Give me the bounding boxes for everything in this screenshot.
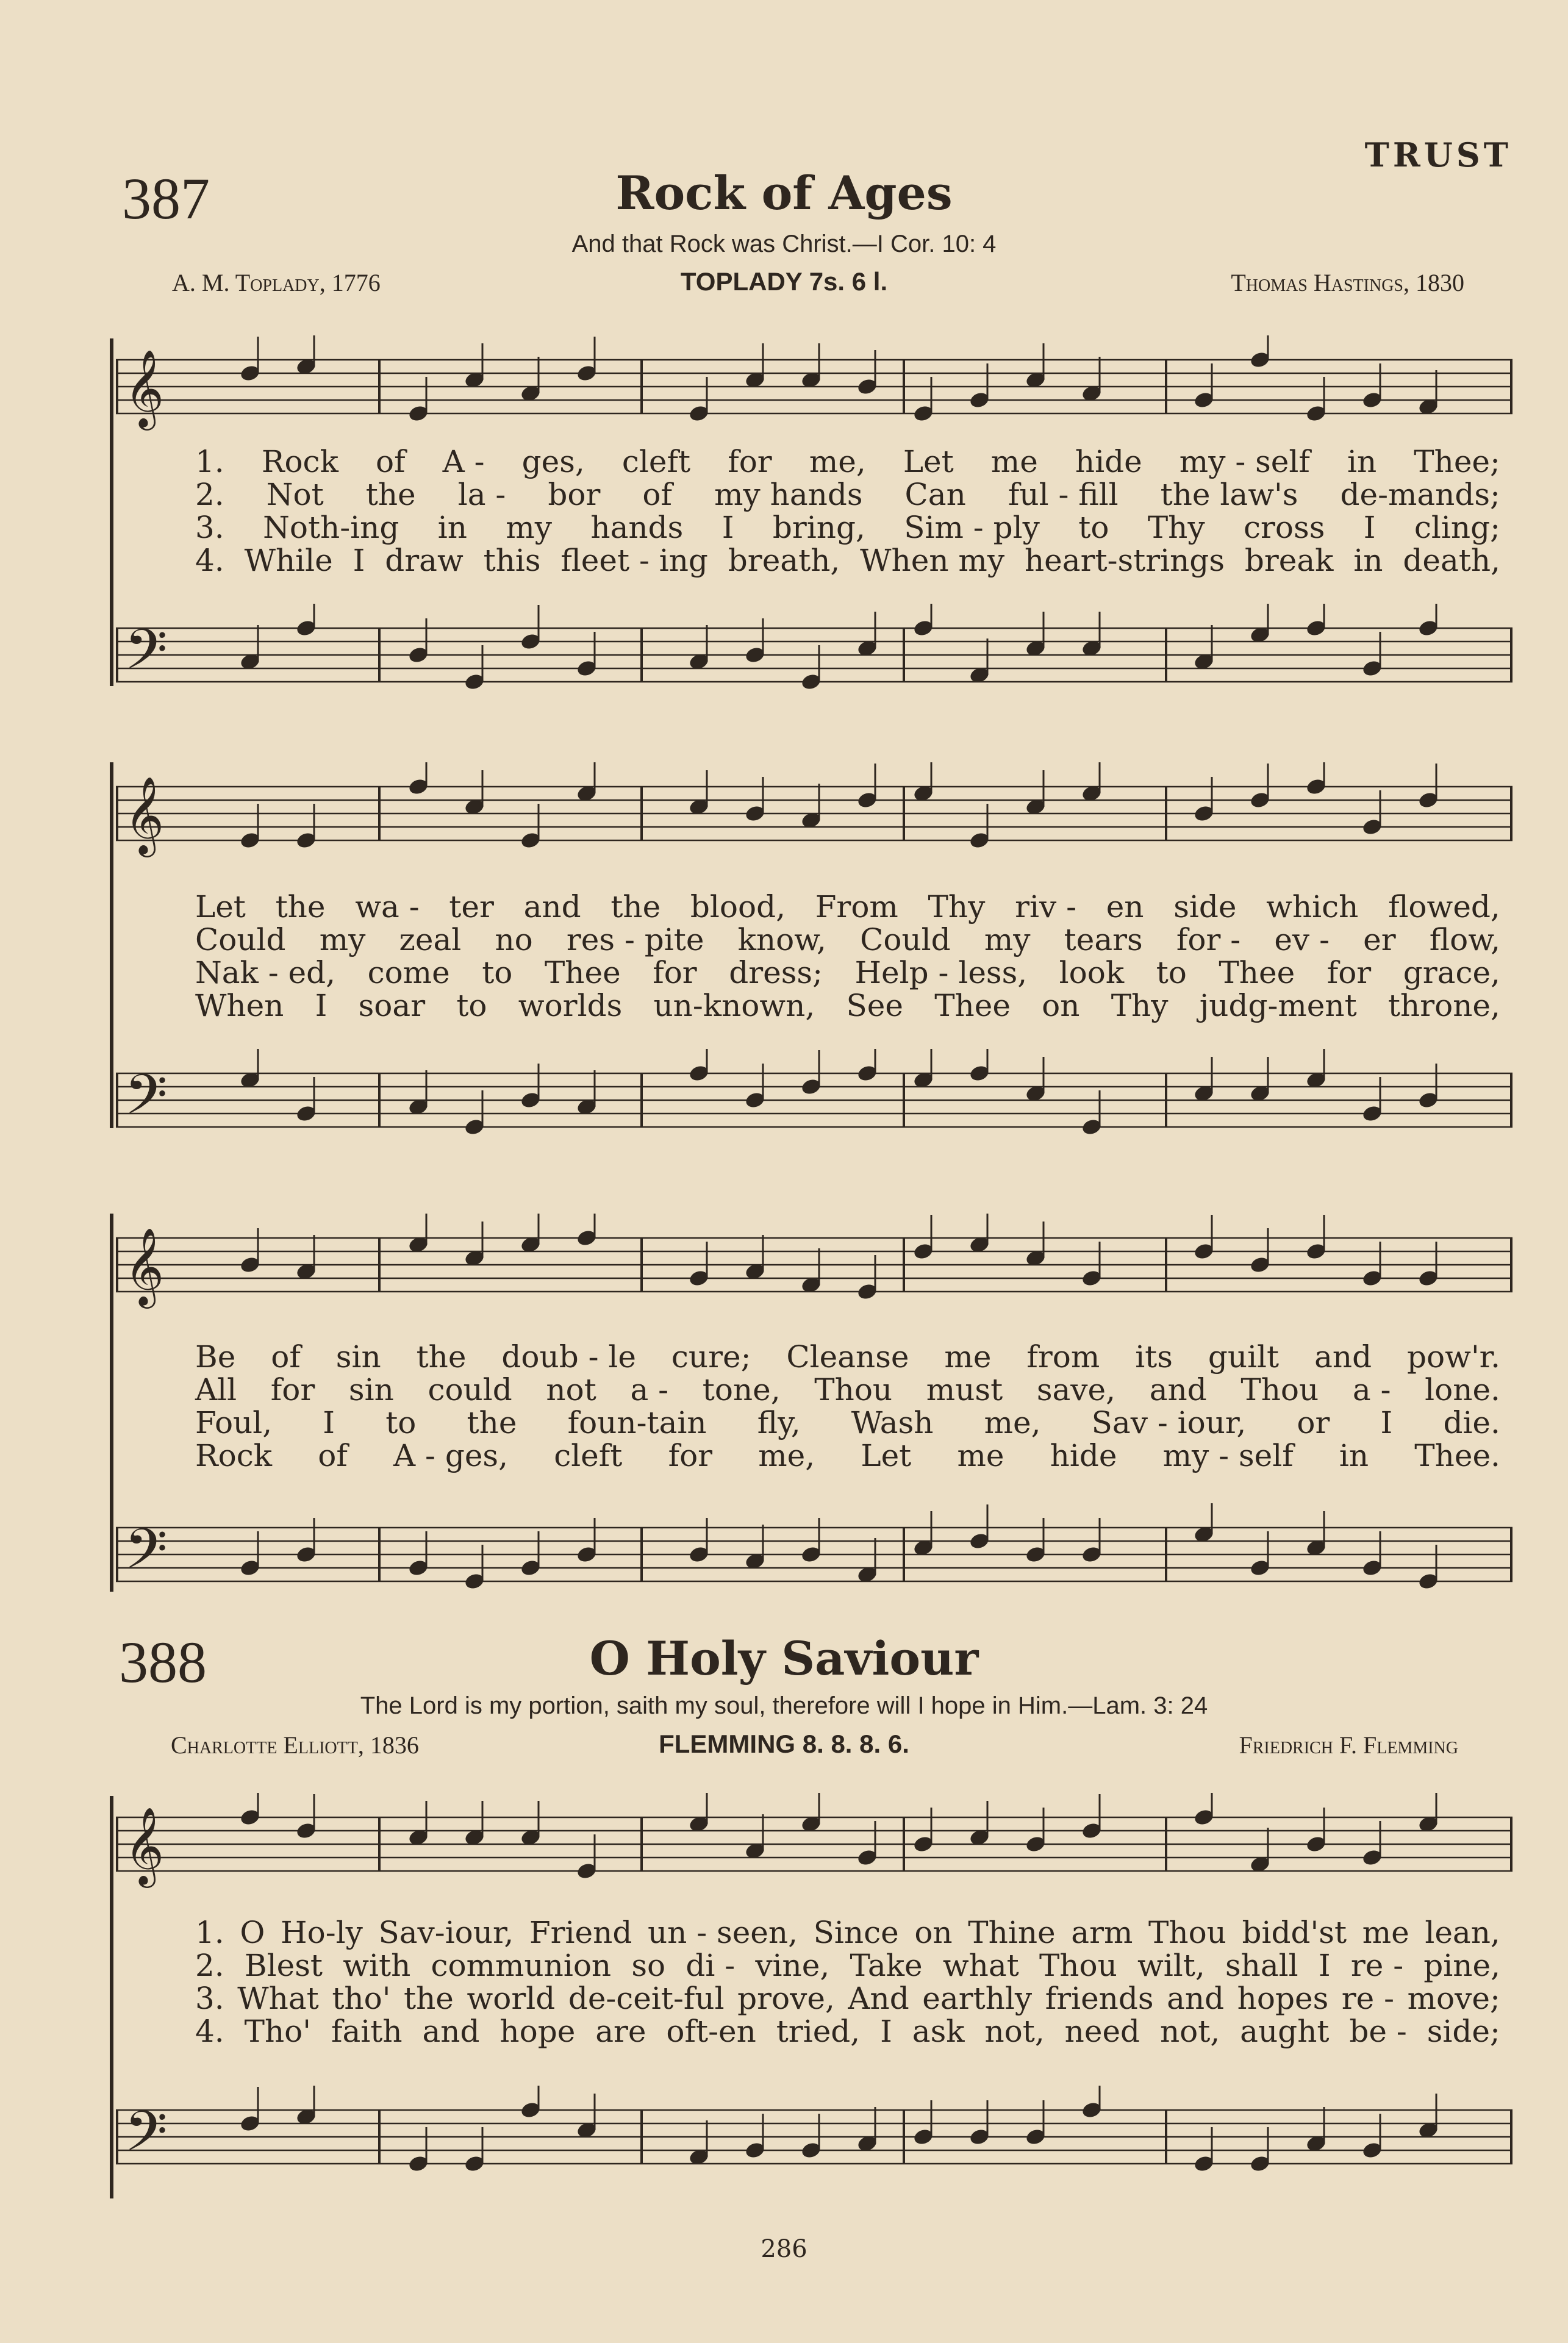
lyric-syllable: blood, [690, 889, 786, 925]
lyric-syllable: from [1026, 1339, 1100, 1375]
lyric-syllable: not, [1159, 2014, 1220, 2049]
lyric-syllable: side; [1427, 2014, 1500, 2049]
hymn-composer: Friedrich F. Flemming [1239, 1731, 1458, 1759]
lyric-syllable: breath, [728, 543, 840, 578]
lyric-syllable: on [914, 1915, 953, 1950]
lyric-syllable: dress; [729, 955, 823, 990]
clef-icon: 𝄞 [124, 1806, 165, 1884]
lyric-syllable: hide [1050, 1438, 1117, 1473]
lyric-syllable: for [668, 1438, 713, 1473]
lyric-syllable: aught [1240, 2014, 1330, 2049]
lyric-syllable: Nak - ed, [195, 955, 336, 990]
lyric-syllable: me [990, 444, 1038, 479]
lyric-syllable: and [523, 889, 581, 925]
lyric-syllable: my hands [714, 477, 863, 512]
lyric-syllable: When my [860, 543, 1005, 578]
lyric-syllable: die. [1443, 1405, 1500, 1440]
lyric-line [195, 988, 1500, 1023]
lyric-syllable: the [404, 1981, 454, 2016]
lyric-syllable: for [653, 955, 697, 990]
lyric-syllable: me [1362, 1915, 1409, 1950]
lyric-syllable: Could [860, 922, 951, 957]
lyric-syllable: Thou [1039, 1948, 1117, 1983]
lyric-syllable: And [848, 1981, 909, 2016]
lyric-syllable: Could [195, 922, 286, 957]
lyric-syllable: what [942, 1948, 1019, 1983]
lyric-line [195, 1372, 1500, 1408]
lyric-line [195, 955, 1500, 990]
lyric-syllable: Help - less, [854, 955, 1028, 990]
lyric-syllable: side [1173, 889, 1237, 925]
lyric-syllable: and [1314, 1339, 1372, 1375]
lyric-syllable: Can [904, 477, 966, 512]
system-bracket [110, 338, 113, 686]
lyric-syllable: my [984, 922, 1031, 957]
lyric-syllable: cling; [1414, 510, 1500, 545]
lyric-syllable: the law's [1160, 477, 1298, 512]
hymn-author: Charlotte Elliott, 1836 [171, 1731, 419, 1759]
lyric-syllable: worlds [518, 988, 623, 1023]
lyric-syllable: Wash [851, 1405, 934, 1440]
lyric-syllable: draw [385, 543, 464, 578]
lyric-syllable: Take [850, 1948, 923, 1983]
lyric-syllable: un - seen, [647, 1915, 798, 1950]
hymn-author: A. M. Toplady, 1776 [172, 269, 381, 296]
lyric-syllable: Tho' [244, 2014, 312, 2049]
page-number: 286 [761, 2235, 807, 2263]
lyric-syllable: 2. [195, 477, 224, 512]
lyric-syllable: cleft [554, 1438, 623, 1473]
lyric-syllable: flow, [1429, 922, 1500, 957]
lyric-syllable: bor [548, 477, 601, 512]
lyric-syllable: I [880, 2014, 892, 2049]
lyric-syllable: to [1078, 510, 1109, 545]
lyric-line [195, 510, 1500, 545]
lyric-syllable: ges, [521, 444, 585, 479]
hymn-composer: Thomas Hastings, 1830 [1231, 269, 1464, 296]
lyric-syllable: Since [813, 1915, 899, 1950]
lyric-syllable: soar [358, 988, 426, 1023]
lyric-syllable: re - [1350, 1948, 1404, 1983]
lyric-syllable: Thy [928, 889, 986, 925]
lyric-syllable: hopes [1237, 1981, 1329, 2016]
lyric-syllable: me [944, 1339, 992, 1375]
clef-icon: 𝄢 [124, 2099, 168, 2177]
lyric-syllable: I [721, 510, 734, 545]
music-staff [116, 1793, 1513, 1903]
lyric-syllable: I [1380, 1405, 1393, 1440]
lyric-syllable: and [1149, 1372, 1207, 1408]
lyric-syllable: me, [984, 1405, 1041, 1440]
lyric-syllable: earthly [922, 1981, 1033, 2016]
lyric-syllable: lone. [1425, 1372, 1500, 1408]
lyric-syllable: which [1266, 889, 1359, 925]
lyric-syllable: in [1353, 543, 1383, 578]
lyric-syllable: me, [758, 1438, 815, 1473]
lyric-syllable: Sim - ply [904, 510, 1040, 545]
lyric-syllable: tho' [332, 1981, 391, 2016]
lyric-syllable: Rock [195, 1438, 273, 1473]
lyric-syllable: the [610, 889, 661, 925]
lyric-syllable: its [1135, 1339, 1173, 1375]
lyric-syllable: not [546, 1372, 596, 1408]
lyric-syllable: in [437, 510, 467, 545]
lyric-syllable: doub - le [501, 1339, 636, 1375]
lyric-syllable: tears [1064, 922, 1143, 957]
music-staff [116, 1049, 1513, 1159]
music-staff [116, 1214, 1513, 1323]
lyric-syllable: Thee [544, 955, 621, 990]
lyric-line [195, 1405, 1500, 1440]
clef-icon: 𝄢 [124, 617, 168, 695]
lyric-line [195, 1981, 1500, 2016]
lyric-syllable: not, [984, 2014, 1045, 2049]
lyric-syllable: bring, [772, 510, 865, 545]
lyric-syllable: and [422, 2014, 480, 2049]
lyric-syllable: of [271, 1339, 301, 1375]
lyric-syllable: I [1363, 510, 1376, 545]
lyric-syllable: friends [1045, 1981, 1154, 2016]
lyric-syllable: foun-tain [567, 1405, 707, 1440]
lyric-syllable: 1. [195, 1915, 224, 1950]
lyric-syllable: the [416, 1339, 467, 1375]
lyric-syllable: are [595, 2014, 646, 2049]
lyric-line [195, 1948, 1500, 1983]
lyric-syllable: fleet - ing [560, 543, 708, 578]
lyric-syllable: for [728, 444, 772, 479]
lyric-line [195, 477, 1500, 512]
lyric-syllable: to [482, 955, 513, 990]
section-label: TRUST [1364, 135, 1512, 174]
lyric-syllable: to [385, 1405, 417, 1440]
lyric-syllable: to [1156, 955, 1187, 990]
lyric-syllable: Thou [1148, 1915, 1226, 1950]
lyric-syllable: oft-en [666, 2014, 756, 2049]
lyric-syllable: I [315, 988, 328, 1023]
music-staff [116, 1503, 1513, 1613]
clef-icon: 𝄢 [124, 1517, 168, 1595]
lyric-syllable: in [1347, 444, 1377, 479]
lyric-syllable: heart-strings [1024, 543, 1225, 578]
lyric-line [195, 1915, 1500, 1950]
lyric-syllable: Noth-ing [263, 510, 399, 545]
lyric-syllable: Let [195, 889, 246, 925]
hymn-number: 388 [119, 1629, 207, 1695]
lyric-syllable: of [318, 1438, 348, 1473]
lyric-syllable: so [631, 1948, 666, 1983]
music-staff [116, 604, 1513, 714]
lyric-syllable: When [195, 988, 284, 1023]
lyric-syllable: or [1297, 1405, 1330, 1440]
lyric-syllable: of [642, 477, 673, 512]
hymn-title: Rock of Ages [615, 166, 953, 220]
lyric-syllable: need [1064, 2014, 1140, 2049]
lyric-syllable: for - [1176, 922, 1241, 957]
lyric-syllable: death, [1403, 543, 1500, 578]
lyric-syllable: cross [1244, 510, 1325, 545]
lyric-syllable: hide [1075, 444, 1142, 479]
lyric-syllable: lean, [1425, 1915, 1500, 1950]
lyric-syllable: the [467, 1405, 517, 1440]
lyric-syllable: Thou [1240, 1372, 1319, 1408]
lyric-syllable: the [365, 477, 416, 512]
lyric-syllable: to [456, 988, 487, 1023]
lyric-syllable: Thee [1219, 955, 1295, 990]
lyric-syllable: Foul, [195, 1405, 273, 1440]
lyric-syllable: a - [630, 1372, 669, 1408]
lyric-syllable: know, [737, 922, 826, 957]
lyric-syllable: Thee [934, 988, 1011, 1023]
lyric-syllable: A - [442, 444, 485, 479]
lyric-syllable: de-ceit-ful [568, 1981, 725, 2016]
lyric-syllable: no [495, 922, 533, 957]
lyric-syllable: and [1167, 1981, 1225, 2016]
lyric-syllable: While [244, 543, 333, 578]
lyric-syllable: be - [1349, 2014, 1407, 2049]
lyric-line [195, 889, 1500, 925]
lyric-syllable: with [343, 1948, 411, 1983]
lyric-syllable: en [1106, 889, 1144, 925]
lyric-syllable: ask [912, 2014, 965, 2049]
lyric-syllable: grace, [1403, 955, 1500, 990]
lyric-syllable: 3. [195, 1981, 224, 2016]
lyric-syllable: I [353, 543, 365, 578]
lyric-syllable: ev - [1274, 922, 1330, 957]
lyric-syllable: in [1339, 1438, 1369, 1473]
lyric-syllable: Sav - iour, [1091, 1405, 1247, 1440]
lyric-syllable: zeal [399, 922, 462, 957]
lyric-syllable: Sav-iour, [378, 1915, 514, 1950]
lyric-syllable: wilt, [1137, 1948, 1205, 1983]
lyric-syllable: world [467, 1981, 556, 2016]
lyric-syllable: move; [1407, 1981, 1500, 2016]
lyric-syllable: shall [1225, 1948, 1298, 1983]
lyric-syllable: Friend [529, 1915, 632, 1950]
lyric-syllable: arm [1071, 1915, 1133, 1950]
lyric-syllable: on [1042, 988, 1080, 1023]
lyric-syllable: res - pite [566, 922, 704, 957]
lyric-syllable: Thine [968, 1915, 1056, 1950]
lyric-syllable: my [506, 510, 553, 545]
lyric-syllable: for [1326, 955, 1372, 990]
lyric-syllable: re - [1341, 1981, 1395, 2016]
lyric-syllable: riv - [1015, 889, 1076, 925]
lyric-syllable: Not [266, 477, 324, 512]
lyric-syllable: hands [590, 510, 684, 545]
music-staff [116, 335, 1513, 445]
lyric-syllable: of [375, 444, 406, 479]
lyric-syllable: 3. [195, 510, 224, 545]
lyric-line [195, 444, 1500, 479]
lyric-syllable: Blest [244, 1948, 323, 1983]
lyric-syllable: for [270, 1372, 315, 1408]
hymn-number: 387 [122, 166, 210, 231]
lyric-syllable: la - [457, 477, 506, 512]
lyric-syllable: From [815, 889, 898, 925]
lyric-syllable: prove, [737, 1981, 835, 2016]
lyric-syllable: I [323, 1405, 335, 1440]
lyric-syllable: See [846, 988, 903, 1023]
lyric-syllable: my [319, 922, 366, 957]
lyric-syllable: my - self [1179, 444, 1310, 479]
lyric-syllable: A - ges, [393, 1438, 508, 1473]
lyric-syllable: Let [903, 444, 954, 479]
lyric-syllable: pine, [1423, 1948, 1500, 1983]
lyric-syllable: come [367, 955, 450, 990]
hymn-title: O Holy Saviour [589, 1631, 979, 1686]
lyric-syllable: save, [1036, 1372, 1116, 1408]
system-bracket [110, 1796, 113, 2198]
lyric-syllable: look [1059, 955, 1125, 990]
lyric-syllable: Be [195, 1339, 236, 1375]
lyric-syllable: un-known, [653, 988, 815, 1023]
lyric-syllable: me [957, 1438, 1004, 1473]
lyric-syllable: Let [861, 1438, 912, 1473]
lyric-syllable: hope [499, 2014, 576, 2049]
lyric-syllable: flowed, [1388, 889, 1500, 925]
lyric-syllable: Rock [261, 444, 338, 479]
lyric-syllable: ter [449, 889, 494, 925]
music-staff [116, 2086, 1513, 2195]
lyric-syllable: cleft [621, 444, 691, 479]
lyric-syllable: throne, [1387, 988, 1500, 1023]
lyric-syllable: de-mands; [1340, 477, 1500, 512]
lyric-syllable: vine, [755, 1948, 830, 1983]
lyric-syllable: the [275, 889, 326, 925]
lyric-syllable: pow'r. [1407, 1339, 1500, 1375]
lyric-syllable: O [240, 1915, 265, 1950]
lyric-syllable: must [926, 1372, 1003, 1408]
lyric-syllable: All [195, 1372, 237, 1408]
lyric-syllable: 1. [195, 444, 224, 479]
lyric-syllable: judg-ment [1199, 988, 1357, 1023]
lyric-syllable: Thee. [1414, 1438, 1500, 1473]
clef-icon: 𝄞 [124, 1227, 165, 1305]
lyric-line [195, 1339, 1500, 1375]
lyric-syllable: sin [348, 1372, 394, 1408]
lyric-line [195, 543, 1500, 578]
lyric-syllable: bidd'st [1242, 1915, 1347, 1950]
lyric-syllable: faith [331, 2014, 403, 2049]
lyric-syllable: guilt [1208, 1339, 1280, 1375]
system-bracket [110, 1214, 113, 1592]
lyric-syllable: me, [809, 444, 866, 479]
hymn-tune: TOPLADY 7s. 6 l. [680, 267, 888, 296]
lyric-line [195, 2014, 1500, 2049]
system-bracket [110, 762, 113, 1128]
lyric-syllable: Thou [814, 1372, 893, 1408]
hymn-epigraph: And that Rock was Christ.—I Cor. 10: 4 [571, 231, 997, 257]
lyric-line [195, 922, 1500, 957]
clef-icon: 𝄞 [124, 349, 165, 427]
clef-icon: 𝄞 [124, 776, 165, 854]
hymn-epigraph: The Lord is my portion, saith my soul, therefore will I hope in Him.—Lam. 3: 24 [360, 1692, 1208, 1719]
lyric-syllable: this [483, 543, 541, 578]
lyric-syllable: er [1363, 922, 1396, 957]
lyric-syllable: What [237, 1981, 319, 2016]
lyric-syllable: tone, [702, 1372, 781, 1408]
lyric-syllable: di - [686, 1948, 736, 1983]
lyric-syllable: Ho-ly [281, 1915, 363, 1950]
lyric-syllable: 4. [195, 543, 224, 578]
lyric-syllable: 4. [195, 2014, 224, 2049]
lyric-syllable: my - self [1162, 1438, 1294, 1473]
lyric-syllable: Cleanse [786, 1339, 909, 1375]
lyric-syllable: ful - fill [1008, 477, 1119, 512]
music-staff [116, 762, 1513, 872]
lyric-syllable: Thee; [1414, 444, 1500, 479]
lyric-syllable: break [1244, 543, 1334, 578]
lyric-syllable: cure; [671, 1339, 751, 1375]
lyric-syllable: sin [335, 1339, 381, 1375]
lyric-syllable: could [428, 1372, 512, 1408]
lyric-syllable: a - [1352, 1372, 1391, 1408]
lyric-syllable: tried, [776, 2014, 861, 2049]
lyric-syllable: Thy [1111, 988, 1169, 1023]
clef-icon: 𝄢 [124, 1062, 168, 1140]
hymn-tune: FLEMMING 8. 8. 8. 6. [659, 1730, 909, 1758]
lyric-line [195, 1438, 1500, 1473]
lyric-syllable: Thy [1147, 510, 1205, 545]
lyric-syllable: I [1318, 1948, 1331, 1983]
lyric-syllable: 2. [195, 1948, 224, 1983]
lyric-syllable: communion [431, 1948, 612, 1983]
lyric-syllable: fly, [757, 1405, 801, 1440]
lyric-syllable: wa - [355, 889, 420, 925]
